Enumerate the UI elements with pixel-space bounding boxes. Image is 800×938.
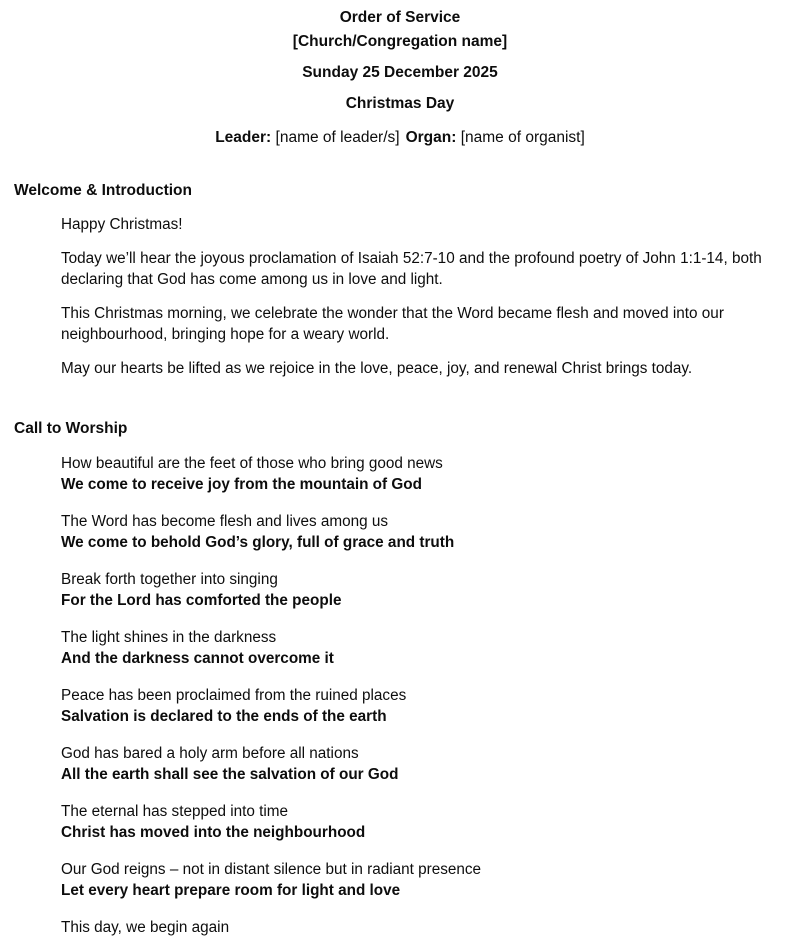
couplet-leader-line: The light shines in the darkness [61, 629, 277, 646]
service-occasion: Christmas Day [345, 95, 455, 112]
couplet-response-line: Salvation is declared to the ends of the earth [61, 708, 387, 725]
couplet-response-line: We come to behold God’s glory, full of grace and truth [61, 534, 455, 551]
leader-value: [name of leader/s] [275, 129, 400, 146]
couplet-response-line: And the darkness cannot overcome it [61, 650, 334, 667]
congregation-name: [Church/Congregation name] [292, 33, 508, 50]
couplet-leader-line: Peace has been proclaimed from the ruined places [61, 687, 407, 704]
welcome-paragraph: Today we’ll hear the joyous proclamation of Isaiah 52:7-10 and the profound poetry of John 1:1-14, both declaring that God has come among us in love and light. [61, 249, 762, 288]
couplet-response-line: We come to receive joy from the mountain of God [61, 476, 422, 493]
service-credits [0, 126, 800, 150]
couplet-leader-line: The eternal has stepped into time [61, 803, 289, 820]
service-date: Sunday 25 December 2025 [302, 64, 498, 81]
leader-label: Leader: [215, 129, 272, 146]
responsive-couplet [61, 569, 776, 611]
section-body-welcome [61, 214, 800, 379]
couplet-leader-line: The Word has become flesh and lives among us [61, 513, 389, 530]
couplet-leader-line: This day, we begin again [61, 919, 230, 936]
welcome-paragraph: May our hearts be lifted as we rejoice in the love, peace, joy, and renewal Christ brings today. [61, 359, 693, 377]
couplet-leader-line: How beautiful are the feet of those who bring good news [61, 455, 443, 472]
couplet-leader-line: Break forth together into singing [61, 571, 278, 588]
responsive-couplet [61, 453, 776, 495]
couplet-leader-line: Our God reigns – not in distant silence but in radiant presence [61, 861, 482, 878]
responsive-couplet [61, 685, 776, 727]
organ-label: Organ: [405, 129, 457, 146]
couplet-response-line: For the Lord has comforted the people [61, 592, 342, 609]
couplet-leader-line: God has bared a holy arm before all nations [61, 745, 359, 762]
section-body-call-to-worship [61, 453, 800, 938]
document-title: Order of Service [339, 9, 461, 26]
welcome-paragraph: This Christmas morning, we celebrate the wonder that the Word became flesh and moved into our neighbourhood, bringing hope for a weary world. [61, 304, 724, 343]
responsive-couplet [61, 511, 776, 553]
couplet-response-line: All the earth shall see the salvation of our God [61, 766, 399, 783]
organ-value: [name of organist] [460, 129, 585, 146]
responsive-couplet [61, 859, 776, 901]
couplet-response-line: Christ has moved into the neighbourhood [61, 824, 366, 841]
responsive-couplet [61, 801, 776, 843]
document-title-block [0, 0, 800, 150]
section-heading-welcome: Welcome & Introduction [14, 182, 192, 199]
responsive-couplet [61, 743, 776, 785]
responsive-couplet [61, 627, 776, 669]
section-heading-call-to-worship: Call to Worship [14, 420, 128, 437]
couplet-response-line: Let every heart prepare room for light and love [61, 882, 401, 899]
welcome-paragraph: Happy Christmas! [61, 216, 183, 233]
